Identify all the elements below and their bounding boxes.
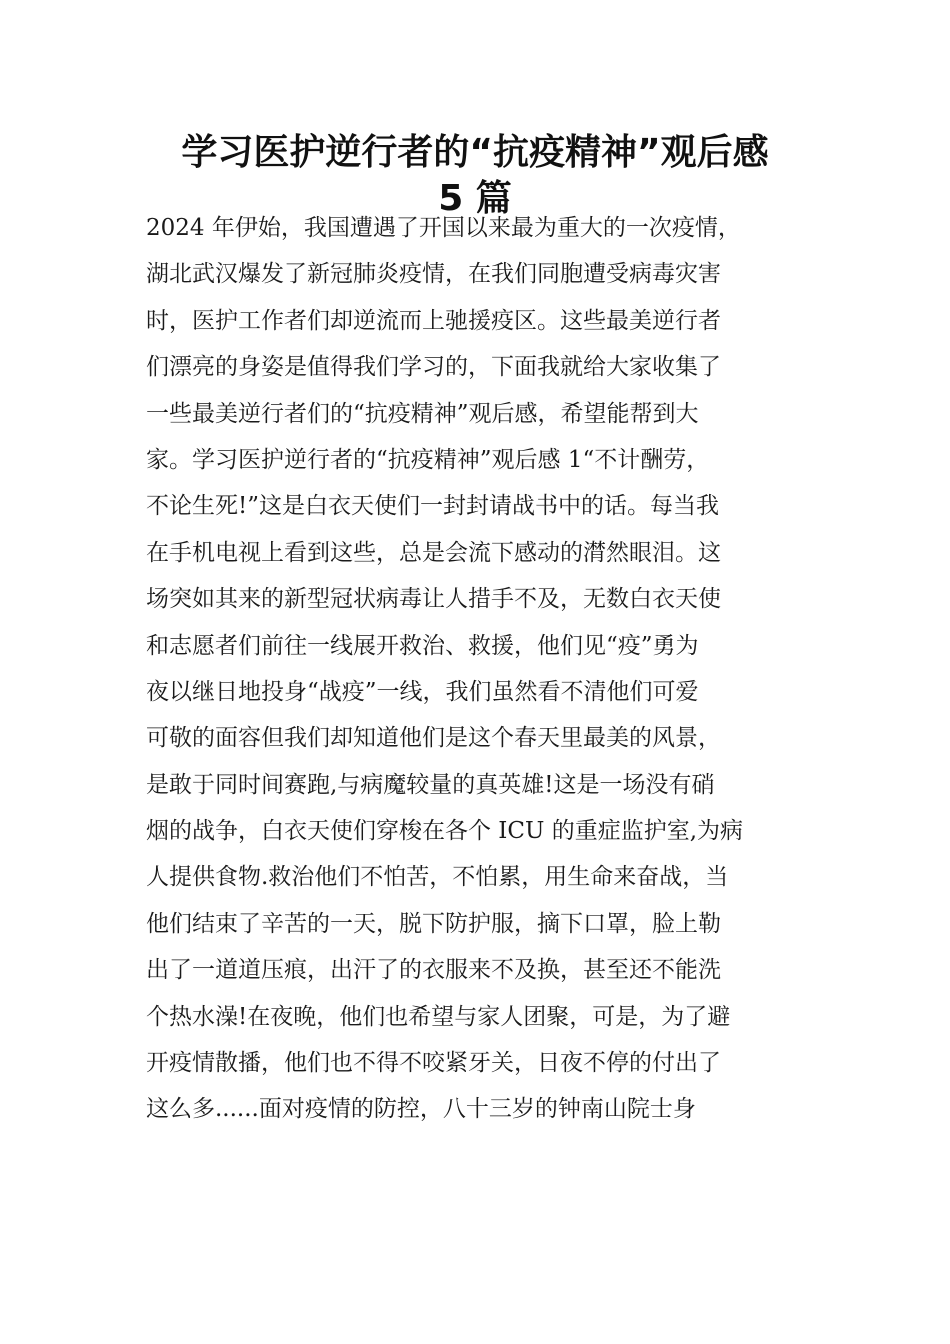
body-line-9: 场突如其来的新型冠状病毒让人措手不及，无数白衣天使: [146, 586, 721, 613]
document-body: [146, 205, 816, 1133]
body-line-1: 2024 年伊始，我国遭遇了开国以来最为重大的一次疫情，: [146, 215, 741, 241]
body-line-4: 们漂亮的身姿是值得我们学习的，下面我就给大家收集了: [146, 354, 721, 381]
body-line-20: 这么多......面对疫情的防控，八十三岁的钟南山院士身: [146, 1096, 696, 1123]
body-line-8: 在手机电视上看到这些，总是会流下感动的潸然眼泪。这: [146, 539, 721, 566]
document-title-line-2: 5 篇: [438, 178, 512, 219]
body-line-17: 出了一道道压痕，出汗了的衣服来不及换，甚至还不能洗: [146, 957, 721, 984]
body-line-15: 人提供食物.救治他们不怕苦，不怕累，用生命来奋战，当: [146, 864, 729, 891]
body-line-2: 湖北武汉爆发了新冠肺炎疫情，在我们同胞遭受病毒灾害: [146, 261, 721, 288]
body-line-5: 一些最美逆行者们的“抗疫精神”观后感，希望能帮到大: [146, 400, 699, 427]
body-line-16: 他们结束了辛苦的一天，脱下防护服，摘下口罩，脸上勒: [146, 910, 721, 937]
body-line-12: 可敬的面容但我们却知道他们是这个春天里最美的风景，: [146, 725, 721, 752]
body-line-13: 是敢于同时间赛跑,与病魔较量的真英雄!这是一场没有硝: [146, 771, 715, 798]
body-line-19: 开疫情散播，他们也不得不咬紧牙关，日夜不停的付出了: [146, 1050, 721, 1077]
body-line-3: 时，医护工作者们却逆流而上驰援疫区。这些最美逆行者: [146, 307, 721, 334]
body-line-14: 烟的战争，白衣天使们穿梭在各个 ICU 的重症监护室,为病: [146, 818, 744, 845]
body-line-18: 个热水澡!在夜晚，他们也希望与家人团聚，可是，为了避: [146, 1003, 731, 1030]
body-line-10: 和志愿者们前往一线展开救治、救援，他们见“疫”勇为: [146, 632, 699, 659]
body-line-11: 夜以继日地投身“战疫”一线，我们虽然看不清他们可爱: [146, 678, 699, 705]
body-line-6: 家。学习医护逆行者的“抗疫精神”观后感 1“不计酬劳，: [146, 446, 710, 473]
document-title-line-1: 学习医护逆行者的“抗疫精神”观后感: [181, 132, 769, 173]
body-line-7: 不论生死!”这是白衣天使们一封封请战书中的话。每当我: [146, 493, 720, 520]
